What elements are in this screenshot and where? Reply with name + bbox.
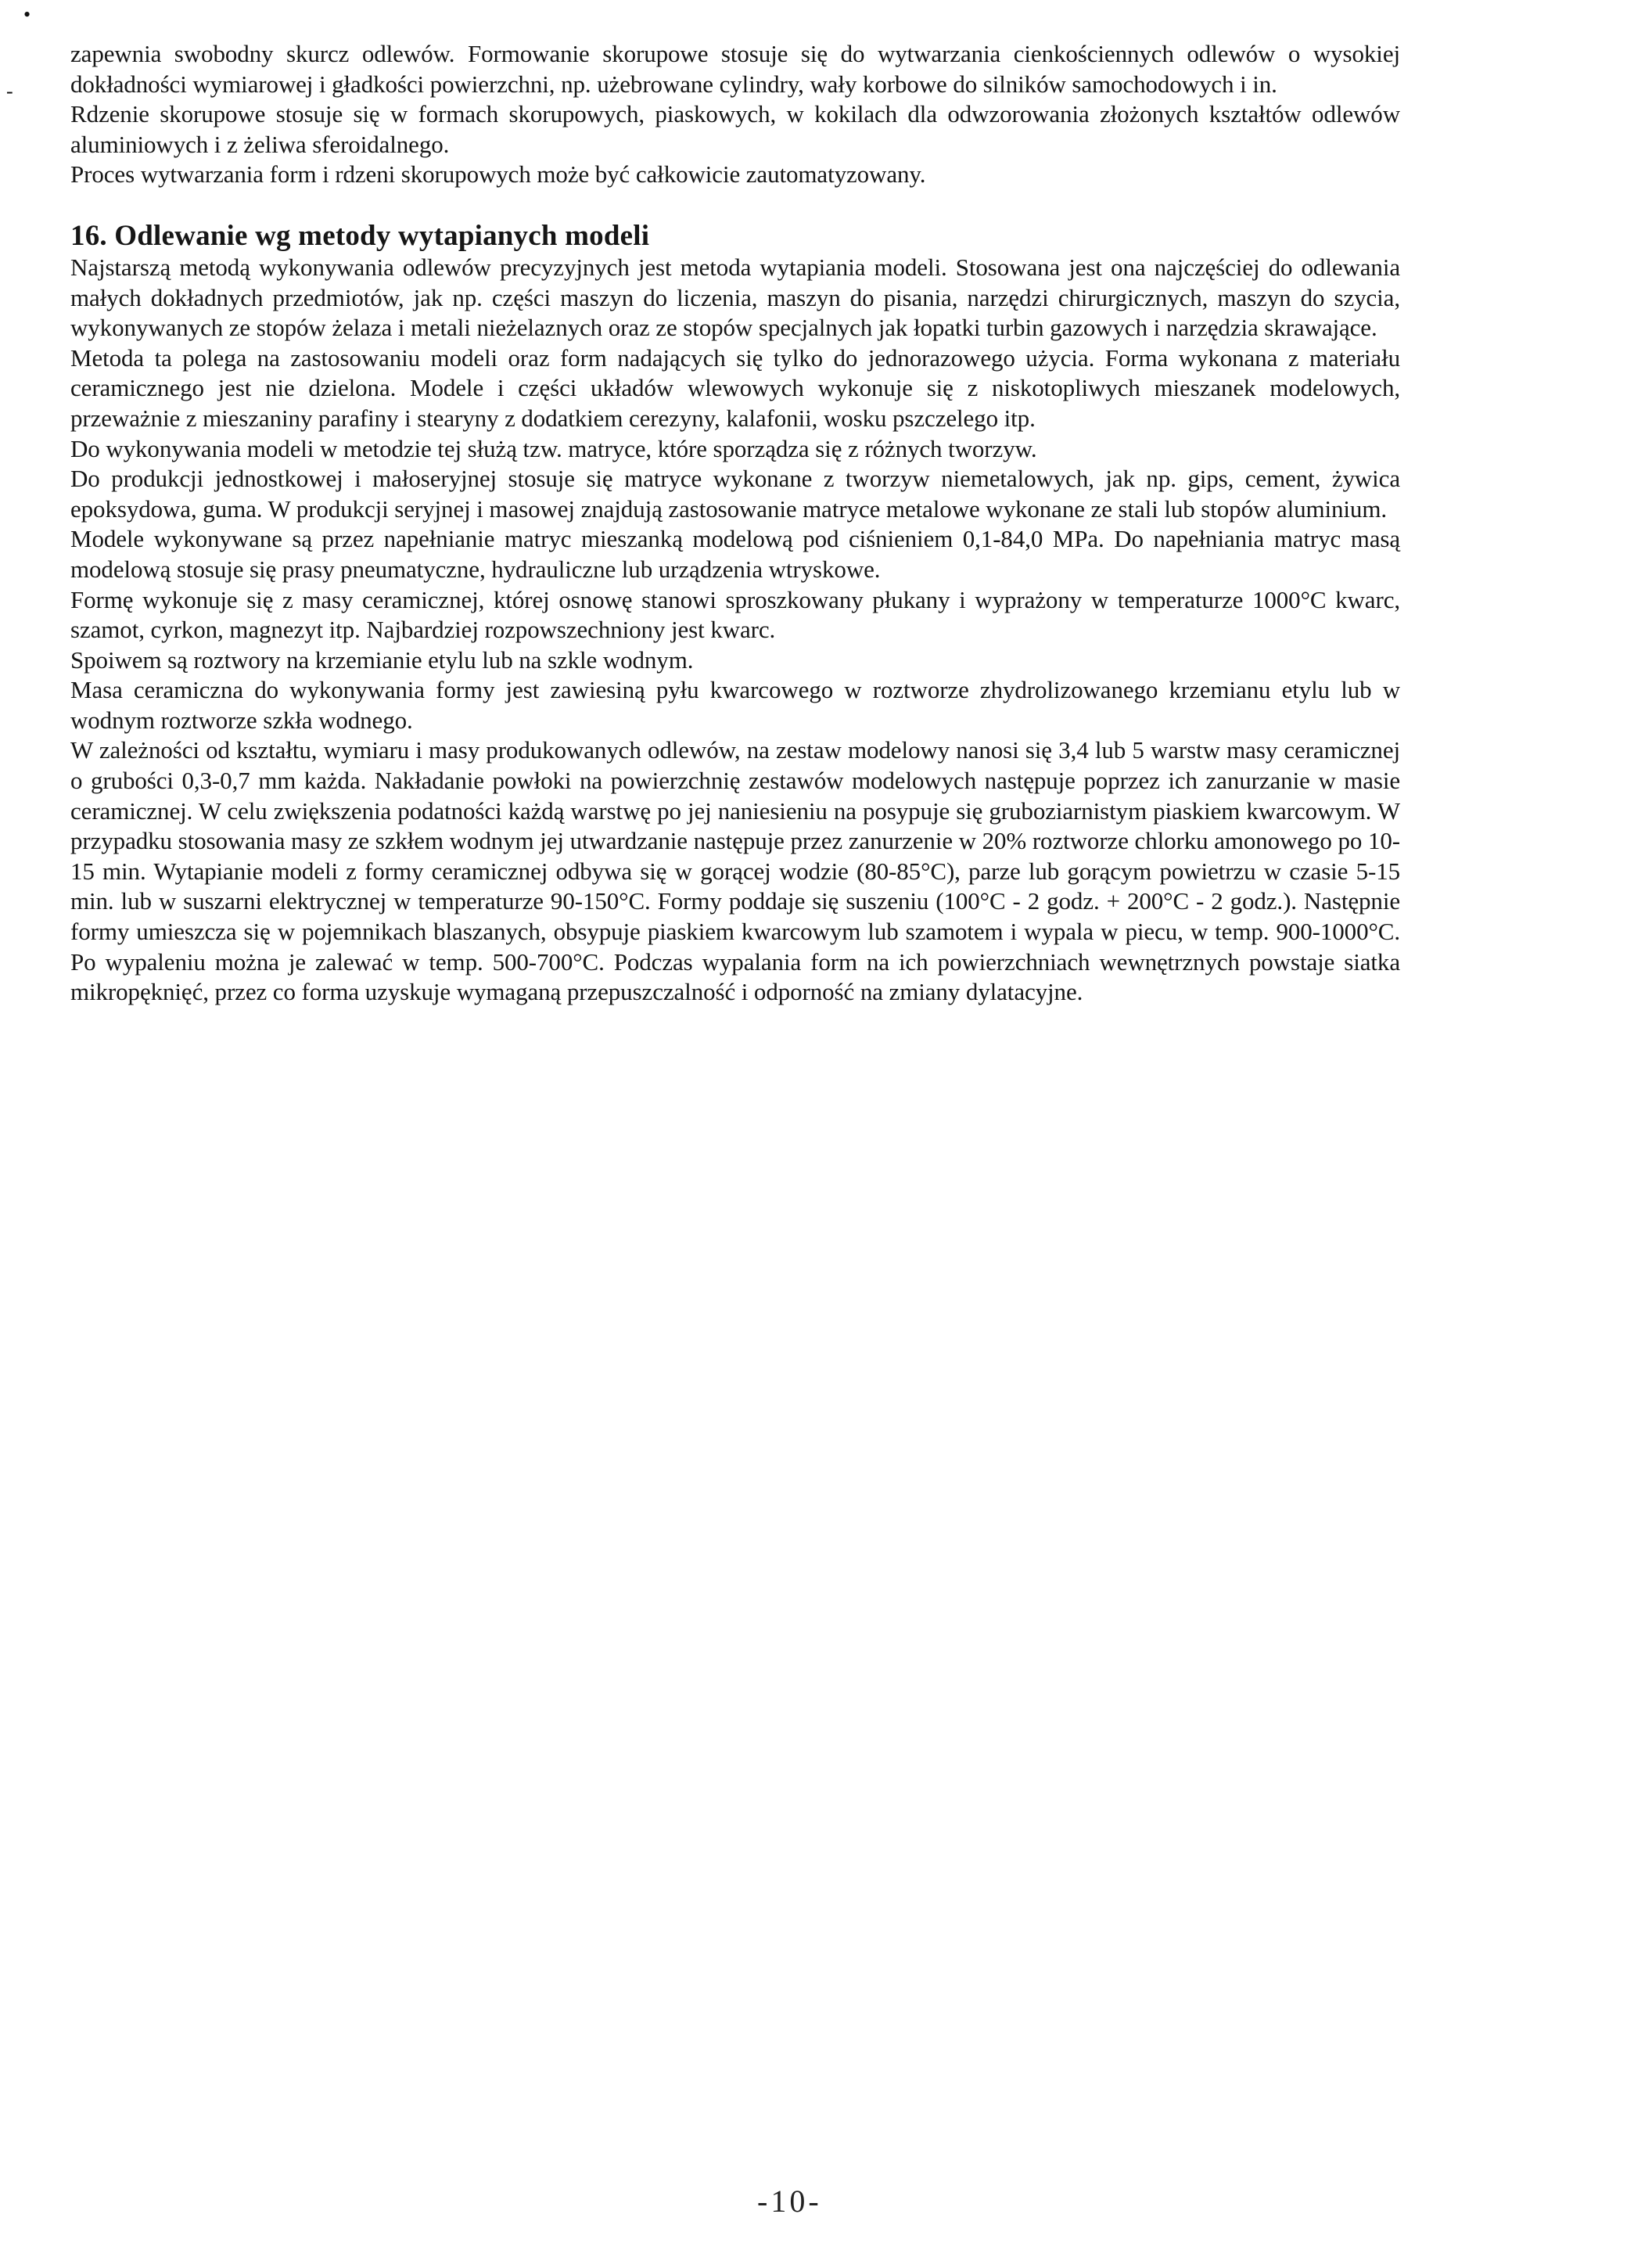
section-paragraph: Spoiwem są roztwory na krzemianie etylu lub na szkle wodnym.	[70, 645, 694, 674]
intro-paragraph: Proces wytwarzania form i rdzeni skorupowych może być całkowicie zautomatyzowany.	[70, 160, 926, 189]
section-paragraph: Do wykonywania modeli w metodzie tej służą tzw. matryce, które sporządza się z różnych tworzyw.	[70, 434, 1037, 462]
intro-paragraph: Rdzenie skorupowe stosuje się w formach skorupowych, piaskowych, w kokilach dla odwzorowania złożonych kształtów odlewów aluminiowych i z żeliwa sferoidalnego.	[70, 100, 1400, 158]
section-paragraph: Modele wykonywane są przez napełnianie matryc mieszanką modelową pod ciśnieniem 0,1-84,0 MPa. Do napełniania matryc masą modelową stosuje się prasy pneumatyczne, hydrauliczne lub urządzenia wtryskowe.	[70, 525, 1400, 583]
section-paragraph: W zależności od kształtu, wymiaru i masy produkowanych odlewów, na zestaw modelowy nanosi się 3,4 lub 5 warstw masy ceramicznej o grubości 0,3-0,7 mm każda. Nakładanie powłoki na powierzchnię zestawów modelowych następuje poprzez ich zanurzanie w masie ceramicznej. W celu zwiększenia podatności każdą warstwę po jej naniesieniu na posypuje się gruboziarnistym piaskiem kwarcowym. W przypadku stosowania masy ze szkłem wodnym jej utwardzanie następuje przez zanurzenie w 20% roztworze chlorku amonowego po 10-15 min. Wytapianie modeli z formy ceramicznej odbywa się w gorącej wodzie (80-85°C), parze lub gorącym powietrzu w czasie 5-15 min. lub w suszarni elektrycznej w temperaturze 90-150°C. Formy poddaje się suszeniu (100°C - 2 godz. + 200°C - 2 godz.). Następnie formy umieszcza się w pojemnikach blaszanych, obsypuje piaskiem kwarcowym lub szamotem i wypala w piecu, w temp. 900-1000°C. Po wypaleniu można je zalewać w temp. 500-700°C. Podczas wypalania form na ich powierzchniach wewnętrznych powstaje siatka mikropęknięć, przez co forma uzyskuje wymaganą przepuszczalność i odporność na zmiany dylatacyjne.	[70, 736, 1400, 1006]
section-paragraph: Formę wykonuje się z masy ceramicznej, której osnowę stanowi sproszkowany płukany i wyprażony w temperaturze 1000°C kwarc, szamot, cyrkon, magnezyt itp. Najbardziej rozpowszechniony jest kwarc.	[70, 585, 1400, 644]
intro-paragraph: zapewnia swobodny skurcz odlewów. Formowanie skorupowe stosuje się do wytwarzania cienkościennych odlewów o wysokiej dokładności wymiarowej i gładkości powierzchni, np. użebrowane cylindry, wały korbowe do silników samochodowych i in.	[70, 40, 1400, 98]
margin-dash-mark: -	[6, 80, 13, 102]
margin-dot-mark: •	[23, 3, 31, 26]
page-number: -10-	[757, 2184, 822, 2219]
section-paragraph: Metoda ta polega na zastosowaniu modeli oraz form nadających się tylko do jednorazowego użycia. Forma wykonana z materiału ceramicznego jest nie dzielona. Modele i części układów wlewowych wykonuje się z niskotopliwych mieszanek modelowych, przeważnie z mieszaniny parafiny i stearyny z dodatkiem cerezyny, kalafonii, wosku pszczelego itp.	[70, 343, 1400, 432]
document-body	[70, 39, 1400, 1008]
section-paragraph: Do produkcji jednostkowej i małoseryjnej stosuje się matryce wykonane z tworzyw niemetalowych, jak np. gips, cement, żywica epoksydowa, guma. W produkcji seryjnej i masowej znajdują zastosowanie matryce metalowe wykonane ze stali lub stopów aluminium.	[70, 465, 1400, 523]
section-paragraph: Najstarszą metodą wykonywania odlewów precyzyjnych jest metoda wytapiania modeli. Stosowana jest ona najczęściej do odlewania małych dokładnych przedmiotów, jak np. części maszyn do liczenia, maszyn do pisania, narzędzi chirurgicznych, maszyn do szycia, wykonywanych ze stopów żelaza i metali nieżelaznych oraz ze stopów specjalnych jak łopatki turbin gazowych i narzędzia skrawające.	[70, 253, 1400, 342]
section-paragraph: Masa ceramiczna do wykonywania formy jest zawiesiną pyłu kwarcowego w roztworze zhydrolizowanego krzemianu etylu lub w wodnym roztworze szkła wodnego.	[70, 676, 1400, 734]
section-heading: 16. Odlewanie wg metody wytapianych modeli	[70, 219, 650, 252]
